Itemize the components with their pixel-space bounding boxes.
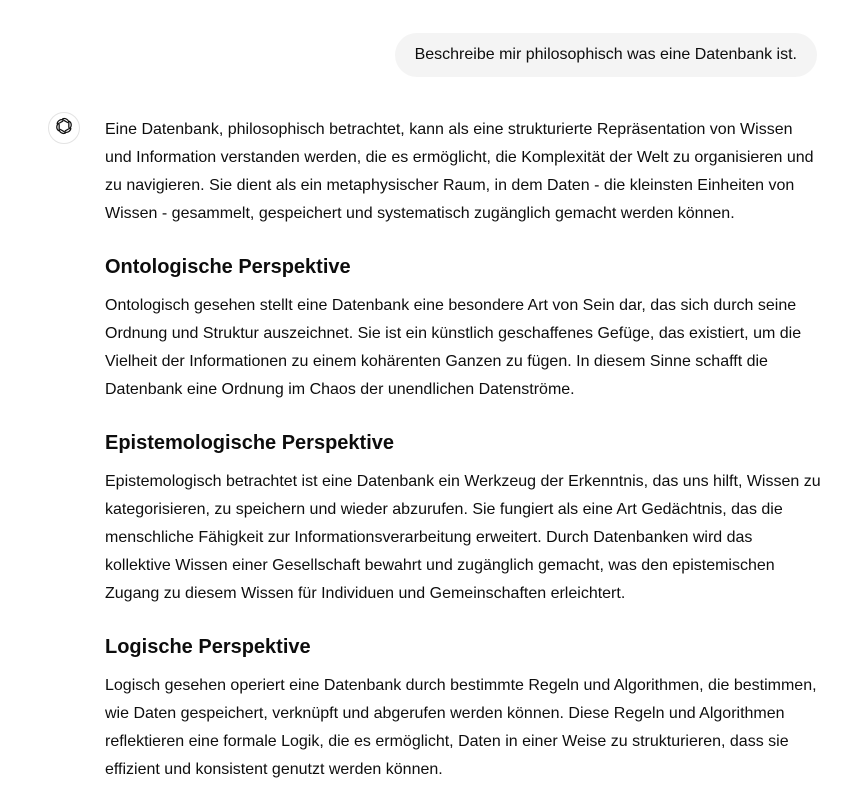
assistant-answer xyxy=(105,116,821,784)
section-text-logisch: Logisch gesehen operiert eine Datenbank durch bestimmte Regeln und Algorithmen, die bestimmen, wie Daten gespeichert, verknüpft und abgerufen werden können. Diese Regeln und Algorithmen reflektieren eine formale Logik, die es ermöglicht, Daten in einer Weise zu strukturieren, dass sie effizient und konsistent genutzt werden können. xyxy=(105,677,817,778)
section-heading-logisch: Logische Perspektive xyxy=(105,636,311,658)
section-heading-ontologisch: Ontologische Perspektive xyxy=(105,256,351,278)
assistant-avatar xyxy=(48,112,80,144)
section-heading-epistemologisch: Epistemologische Perspektive xyxy=(105,432,395,454)
user-message-bubble: Beschreibe mir philosophisch was eine Datenbank ist. xyxy=(395,33,817,77)
section-text-epistemologisch: Epistemologisch betrachtet ist eine Datenbank ein Werkzeug der Erkenntnis, das uns hilft, Wissen zu kategorisieren, zu speichern und wieder abzurufen. Sie fungiert als eine Art Gedächtnis, das die menschliche Fähigkeit zur Informationsverarbeitung erweitert. Durch Datenbanken wird das kollektive Wissen einer Gesellschaft bewahrt und zugänglich gemacht, was den epistemischen Zugang zu diesem Wissen für Individuen und Gemeinschaften erleichtert. xyxy=(105,473,821,602)
openai-logo-icon xyxy=(54,116,74,141)
user-message-row xyxy=(395,33,817,77)
section-text-ontologisch: Ontologisch gesehen stellt eine Datenbank eine besondere Art von Sein dar, das sich durch seine Ordnung und Struktur auszeichnet. Sie ist ein künstlich geschaffenes Gefüge, das existiert, um die Vielheit der Informationen zu einem kohärenten Ganzen zu fügen. In diesem Sinne schafft die Datenbank eine Ordnung im Chaos der unendlichen Datenströme. xyxy=(105,297,802,398)
answer-intro-paragraph: Eine Datenbank, philosophisch betrachtet, kann als eine strukturierte Repräsentation von Wissen und Information verstanden werden, die es ermöglicht, die Komplexität der Welt zu organisieren und zu navigieren. Sie dient als ein metaphysischer Raum, in dem Daten - die kleinsten Einheiten von Wissen - gesammelt, gespeichert und systematisch zugänglich gemacht werden können. xyxy=(105,121,814,222)
